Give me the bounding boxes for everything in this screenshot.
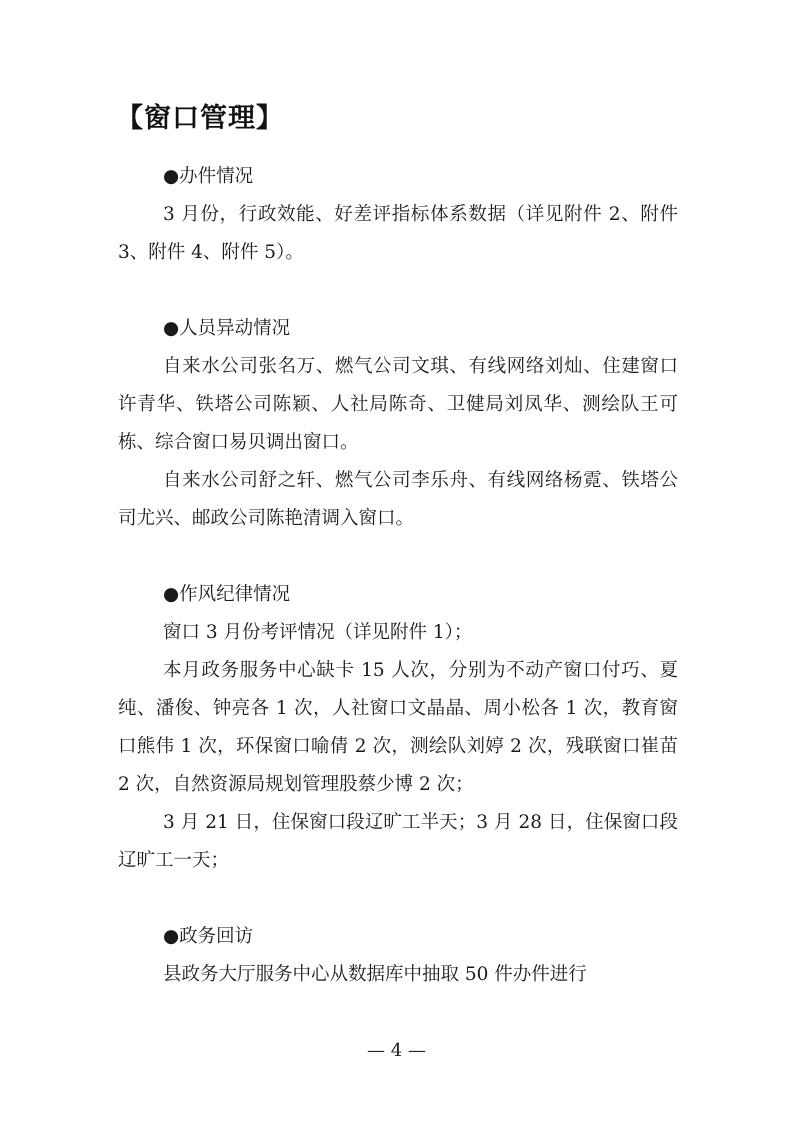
paragraph: 本月政务服务中心缺卡 15 人次，分别为不动产窗口付巧、夏纯、潘俊、钟亮各 1 次，人社窗口文晶晶、周小松各 1 次，教育窗口熊伟 1 次，环保窗口喻倩 2 次，测绘队刘婷 2 次，残联窗口崔苗 2 次，自然资源局规划管理股蔡少博 2 次； [118, 660, 678, 795]
section-title-revisit: ●政务回访 [163, 926, 254, 947]
paragraph: 3 月 21 日，住保窗口段辽旷工半天；3 月 28 日，住保窗口段辽旷工一天； [118, 812, 678, 871]
paragraph: 窗口 3 月份考评情况（详见附件 1）； [163, 622, 473, 643]
section-title-handling: ●办件情况 [163, 166, 254, 187]
paragraph: 县政务大厅服务中心从数据库中抽取 50 件办件进行 [163, 964, 587, 985]
section-title-discipline: ●作风纪律情况 [163, 584, 291, 605]
document-body [118, 158, 678, 994]
paragraph: 自来水公司舒之轩、燃气公司李乐舟、有线网络杨霓、铁塔公司尤兴、邮政公司陈艳清调入窗口。 [118, 470, 678, 529]
paragraph: 3 月份，行政效能、好差评指标体系数据（详见附件 2、附件 3、附件 4、附件 5）。 [118, 204, 678, 263]
page-number: — 4 — [367, 1040, 426, 1061]
paragraph: 自来水公司张名万、燃气公司文琪、有线网络刘灿、住建窗口许青华、铁塔公司陈颖、人社局陈奇、卫健局刘凤华、测绘队王可栋、综合窗口易贝调出窗口。 [118, 356, 678, 453]
section-title-personnel: ●人员异动情况 [163, 318, 291, 339]
section-heading: 【窗口管理】 [116, 103, 284, 134]
